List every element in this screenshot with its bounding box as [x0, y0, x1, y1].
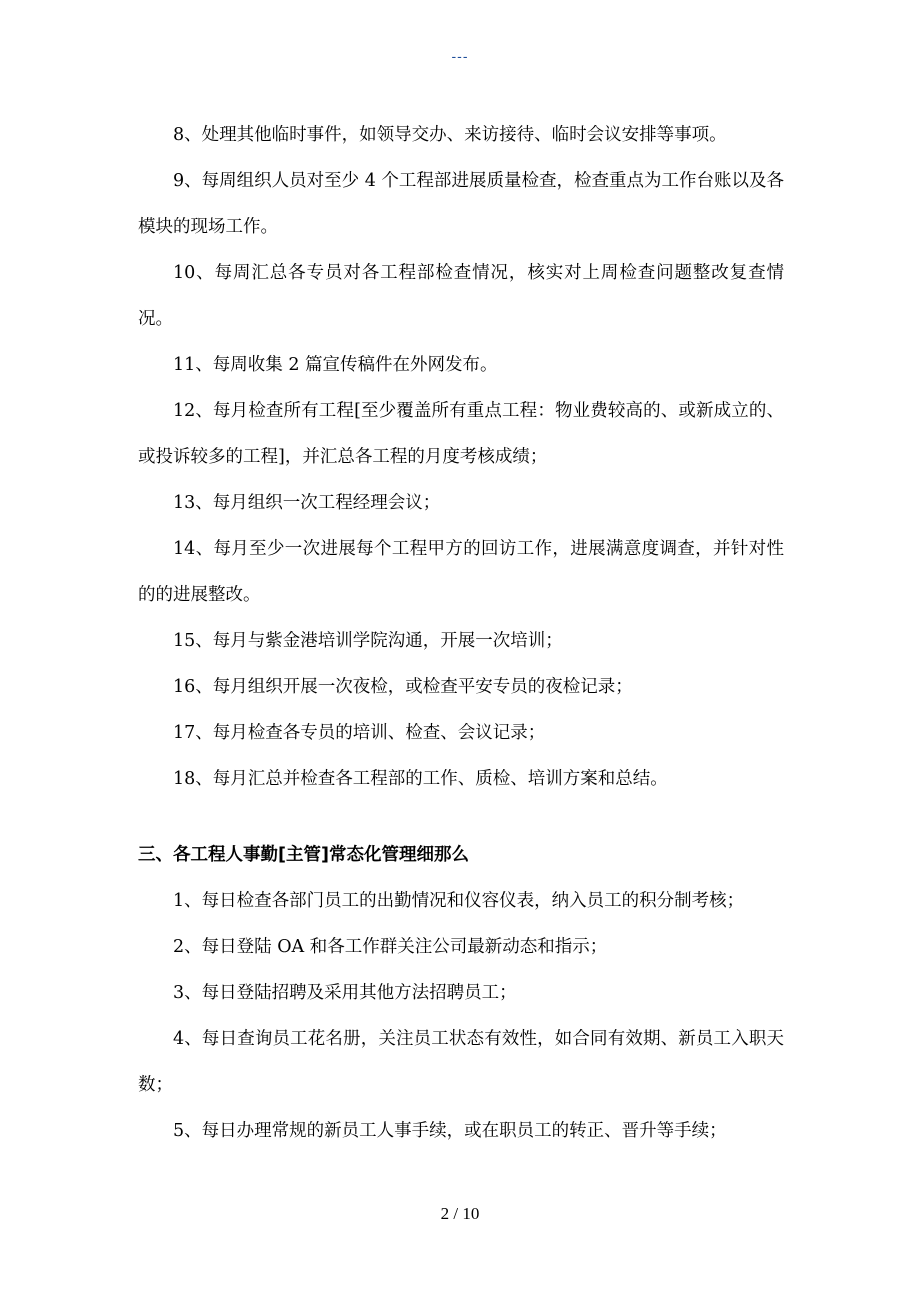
paragraph-item-17: 17、每月检查各专员的培训、检查、会议记录； — [173, 723, 546, 743]
paragraph-item-16: 16、每月组织开展一次夜检，或检查平安专员的夜检记录； — [173, 677, 633, 697]
document-body — [138, 112, 784, 1154]
page-number: 2 / 10 — [440, 1204, 480, 1223]
paragraph-item-10: 10、每周汇总各专员对各工程部检查情况，核实对上周检查问题整改复查情况。 — [138, 263, 784, 329]
paragraph-item-9: 9、每周组织人员对至少 4 个工程部进展质量检查，检查重点为工作台账以及各模块的现场工作。 — [138, 171, 784, 237]
paragraph-item-18: 18、每月汇总并检查各工程部的工作、质检、培训方案和总结。 — [173, 769, 668, 789]
section-heading: 三、各工程人事勤[主管]常态化管理细那么 — [138, 845, 469, 865]
paragraph-item-5: 5、每日办理常规的新员工人事手续，或在职员工的转正、晋升等手续； — [173, 1121, 727, 1141]
paragraph-item-3: 3、每日登陆招聘及采用其他方法招聘员工； — [173, 983, 517, 1003]
paragraph-item-4: 4、每日查询员工花名册，关注员工状态有效性，如合同有效期、新员工入职天数； — [138, 1029, 784, 1095]
header-mark: --- — [451, 48, 469, 64]
paragraph-item-1: 1、每日检查各部门员工的出勤情况和仪容仪表，纳入员工的积分制考核； — [173, 891, 745, 911]
paragraph-item-12: 12、每月检查所有工程[至少覆盖所有重点工程：物业费较高的、或新成立的、或投诉较多的工程]，并汇总各工程的月度考核成绩； — [138, 401, 784, 467]
section-spacer — [138, 802, 784, 832]
paragraph-item-11: 11、每周收集 2 篇宣传稿件在外网发布。 — [173, 355, 498, 375]
paragraph-item-13: 13、每月组织一次工程经理会议； — [173, 493, 441, 513]
paragraph-item-14: 14、每月至少一次进展每个工程甲方的回访工作，进展满意度调查，并针对性的的进展整改。 — [138, 539, 784, 605]
paragraph-item-8: 8、处理其他临时事件，如领导交办、来访接待、临时会议安排等事项。 — [173, 125, 727, 145]
paragraph-item-2: 2、每日登陆 OA 和各工作群关注公司最新动态和指示； — [173, 937, 608, 957]
paragraph-item-15: 15、每月与紫金港培训学院沟通，开展一次培训； — [173, 631, 563, 651]
